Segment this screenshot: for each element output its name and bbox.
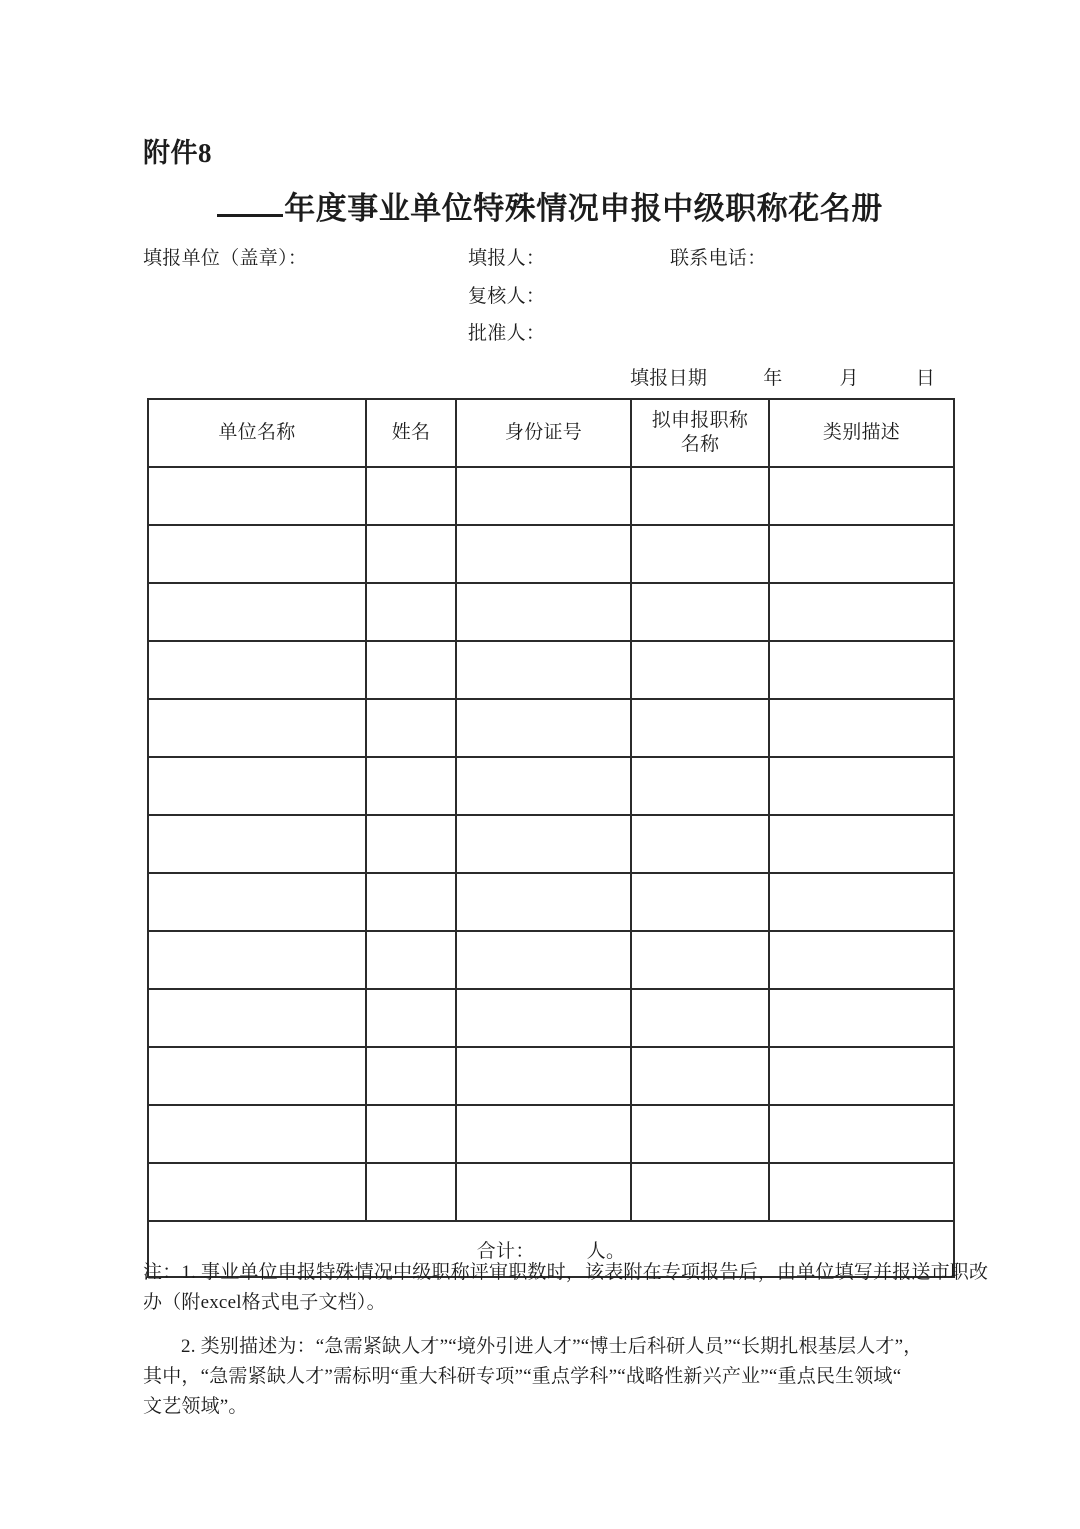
page-title [147, 188, 953, 227]
cell-applied_title[interactable] [631, 815, 769, 873]
cell-unit_name[interactable] [148, 931, 366, 989]
cell-applied_title[interactable] [631, 641, 769, 699]
cell-applied_title[interactable] [631, 1047, 769, 1105]
date-year-label: 年 [763, 368, 783, 389]
cell-category_desc[interactable] [769, 1105, 954, 1163]
field-label-reporting-unit: 填报单位（盖章）： [143, 248, 308, 269]
cell-category_desc[interactable] [769, 873, 954, 931]
table-row [148, 931, 954, 989]
table-row [148, 699, 954, 757]
field-label-reporter: 填报人： [468, 248, 546, 269]
table-header-row [148, 399, 954, 467]
cell-applied_title[interactable] [631, 931, 769, 989]
cell-unit_name[interactable] [148, 1163, 366, 1221]
cell-applied_title[interactable] [631, 699, 769, 757]
note-2-line-2: 其中，“急需紧缺人才”需标明“重大科研专项”“重点学科”“战略性新兴产业”“重点民生领域“ [143, 1366, 902, 1388]
cell-person_name[interactable] [366, 467, 456, 525]
field-label-approver: 批准人： [468, 323, 546, 344]
date-month-label: 月 [839, 368, 859, 389]
cell-category_desc[interactable] [769, 931, 954, 989]
column-header-applied-title-line1: 拟申报职称 [651, 410, 749, 432]
table-row [148, 467, 954, 525]
field-label-contact-phone: 联系电话： [670, 248, 767, 269]
note-2-line-3: 文艺领域”。 [143, 1396, 248, 1418]
cell-unit_name[interactable] [148, 757, 366, 815]
cell-id_number[interactable] [456, 525, 631, 583]
cell-applied_title[interactable] [631, 1105, 769, 1163]
column-header-person-name: 姓名 [366, 399, 456, 467]
table-row [148, 1163, 954, 1221]
cell-person_name[interactable] [366, 757, 456, 815]
table-row [148, 1047, 954, 1105]
cell-category_desc[interactable] [769, 815, 954, 873]
cell-category_desc[interactable] [769, 467, 954, 525]
cell-id_number[interactable] [456, 757, 631, 815]
date-label: 填报日期 [630, 368, 708, 389]
cell-unit_name[interactable] [148, 641, 366, 699]
note-item-2 [143, 1332, 961, 1422]
cell-applied_title[interactable] [631, 873, 769, 931]
cell-id_number[interactable] [456, 699, 631, 757]
cell-applied_title[interactable] [631, 467, 769, 525]
cell-person_name[interactable] [366, 641, 456, 699]
table-body [148, 467, 954, 1221]
cell-applied_title[interactable] [631, 989, 769, 1047]
cell-applied_title[interactable] [631, 1163, 769, 1221]
cell-id_number[interactable] [456, 1163, 631, 1221]
column-header-id-number: 身份证号 [456, 399, 631, 467]
total-unit: 人。 [586, 1240, 626, 1262]
note-1-line-2: 办（附excel格式电子文档）。 [143, 1292, 386, 1314]
cell-id_number[interactable] [456, 1105, 631, 1163]
cell-category_desc[interactable] [769, 525, 954, 583]
table-row [148, 1105, 954, 1163]
attachment-label: 附件8 [143, 138, 212, 168]
cell-category_desc[interactable] [769, 1163, 954, 1221]
cell-id_number[interactable] [456, 583, 631, 641]
cell-applied_title[interactable] [631, 525, 769, 583]
cell-unit_name[interactable] [148, 1105, 366, 1163]
cell-unit_name[interactable] [148, 873, 366, 931]
table-row [148, 873, 954, 931]
cell-category_desc[interactable] [769, 699, 954, 757]
cell-category_desc[interactable] [769, 641, 954, 699]
table-row [148, 641, 954, 699]
field-label-reviewer: 复核人： [468, 286, 546, 307]
cell-person_name[interactable] [366, 525, 456, 583]
roster-table [147, 398, 955, 1278]
total-label: 合计： [476, 1240, 535, 1262]
cell-person_name[interactable] [366, 699, 456, 757]
table-row [148, 815, 954, 873]
cell-category_desc[interactable] [769, 757, 954, 815]
date-day-label: 日 [915, 368, 936, 389]
table-row [148, 989, 954, 1047]
cell-unit_name[interactable] [148, 583, 366, 641]
page-title-text: 年度事业单位特殊情况申报中级职称花名册 [284, 191, 883, 226]
table-header [148, 399, 954, 467]
column-header-applied-title-line2: 名称 [680, 434, 720, 455]
note-1-line-1: 注：1. 事业单位申报特殊情况中级职称评审职数时，该表附在专项报告后，由单位填写并报送市职改 [143, 1262, 989, 1283]
cell-unit_name[interactable] [148, 1047, 366, 1105]
cell-person_name[interactable] [366, 583, 456, 641]
cell-person_name[interactable] [366, 873, 456, 931]
cell-person_name[interactable] [366, 1163, 456, 1221]
cell-applied_title[interactable] [631, 757, 769, 815]
cell-person_name[interactable] [366, 815, 456, 873]
cell-unit_name[interactable] [148, 525, 366, 583]
note-2-line-1 [143, 1332, 961, 1362]
cell-id_number[interactable] [456, 815, 631, 873]
column-header-unit-name: 单位名称 [148, 399, 366, 467]
note-2-line-1-text: 2. 类别描述为：“急需紧缺人才”“境外引进人才”“博士后科研人员”“长期扎根基层人才”， [181, 1336, 923, 1358]
note-item-1 [143, 1258, 989, 1318]
cell-category_desc[interactable] [769, 1047, 954, 1105]
cell-id_number[interactable] [456, 873, 631, 931]
notes-section [143, 1258, 989, 1422]
cell-person_name[interactable] [366, 1105, 456, 1163]
cell-id_number[interactable] [456, 641, 631, 699]
table-row [148, 757, 954, 815]
cell-id_number[interactable] [456, 931, 631, 989]
cell-category_desc[interactable] [769, 583, 954, 641]
table-row [148, 525, 954, 583]
cell-id_number[interactable] [456, 989, 631, 1047]
cell-person_name[interactable] [366, 1047, 456, 1105]
cell-unit_name[interactable] [148, 989, 366, 1047]
cell-category_desc[interactable] [769, 989, 954, 1047]
cell-unit_name[interactable] [148, 699, 366, 757]
cell-id_number[interactable] [456, 1047, 631, 1105]
column-header-category-desc: 类别描述 [769, 399, 954, 467]
cell-id_number[interactable] [456, 467, 631, 525]
table-row [148, 583, 954, 641]
title-blank-field[interactable] [217, 188, 283, 217]
cell-person_name[interactable] [366, 989, 456, 1047]
cell-person_name[interactable] [366, 931, 456, 989]
cell-unit_name[interactable] [148, 467, 366, 525]
cell-unit_name[interactable] [148, 815, 366, 873]
column-header-applied-title [631, 399, 769, 467]
cell-applied_title[interactable] [631, 583, 769, 641]
report-date-line [630, 369, 935, 388]
